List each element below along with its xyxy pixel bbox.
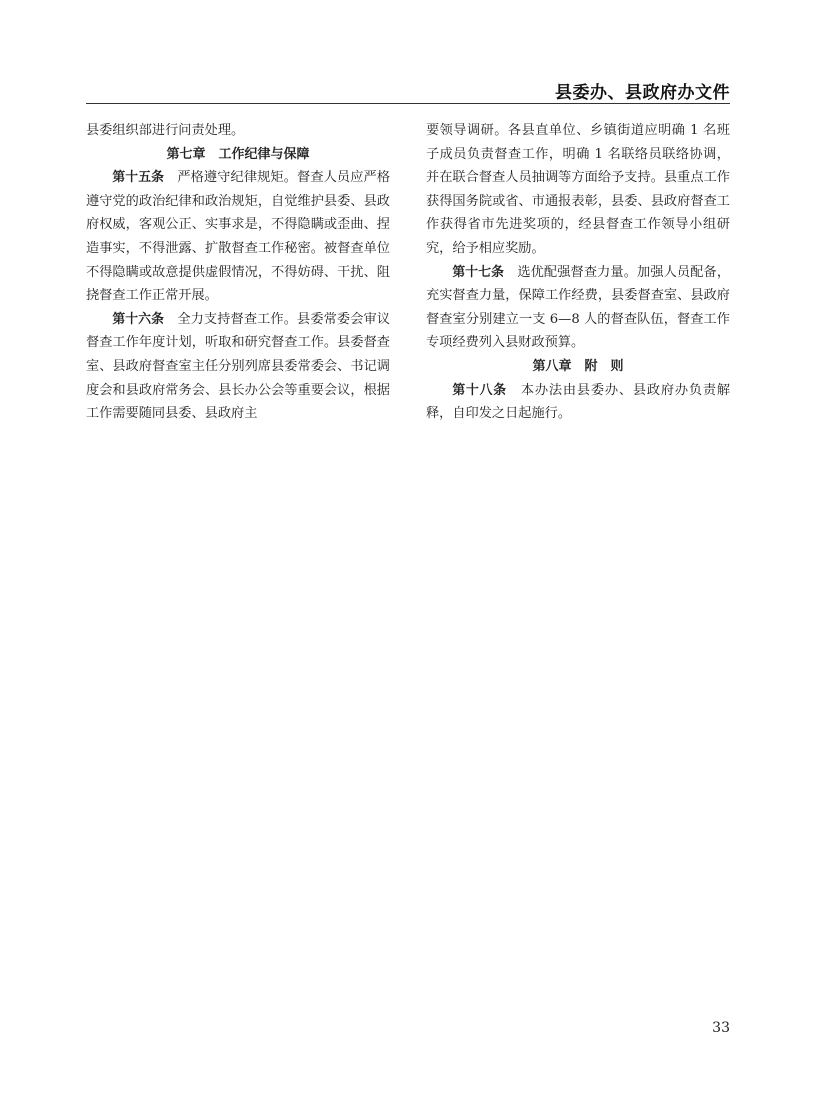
header-title: 县委办、县政府办文件: [555, 83, 730, 103]
continuation-text-right: 要领导调研。各县直单位、乡镇街道应明确 1 名班子成员负责督查工作，明确 1 名联络员联络协调，并在联合督查人员抽调等方面给予支持。县重点工作获得国务院或省、市通报表彰，县委、县政府督查工作获得省市先进奖项的，经县督查工作领导小组研究，给予相应奖励。: [426, 123, 730, 256]
page-number: 33: [712, 1020, 730, 1036]
left-column: [86, 119, 390, 426]
article-18-number: 第十八条: [452, 382, 507, 398]
article-15: [86, 166, 390, 308]
page-header: [86, 76, 730, 104]
article-16-number: 第十六条: [112, 311, 165, 327]
article-16: [86, 308, 390, 426]
article-18: [426, 379, 730, 426]
article-18-text: 本办法由县委办、县政府办负责解释，自印发之日起施行。: [426, 382, 731, 422]
article-17-text: 选优配强督查力量。加强人员配备，充实督查力量，保障工作经费，县委督查室、县政府督查室分别建立一支 6—8 人的督查队伍，督查工作专项经费列入县财政预算。: [426, 264, 731, 351]
right-column: [426, 119, 730, 426]
article-15-number: 第十五条: [112, 170, 165, 186]
chapter-7-heading: 第七章 工作纪律与保障: [166, 146, 310, 162]
article-15-text: 严格遵守纪律规矩。督查人员应严格遵守党的政治纪律和政治规矩，自觉维护县委、县政府权威，客观公正、实事求是，不得隐瞒或歪曲、捏造事实，不得泄露、扩散督查工作秘密。被督查单位不得隐瞒或故意提供虚假情况，不得妨碍、干扰、阻挠督查工作正常开展。: [86, 170, 391, 304]
article-16-text: 全力支持督查工作。县委常委会审议督查工作年度计划，听取和研究督查工作。县委督查室、县政府督查室主任分别列席县委常委会、书记调度会和县政府常务会、县长办公会等重要会议，根据工作需要随同县委、县政府主: [86, 311, 391, 422]
chapter-8-heading: 第八章 附 则: [532, 358, 624, 374]
article-17: [426, 261, 730, 355]
article-17-number: 第十七条: [452, 264, 505, 280]
continuation-text: 县委组织部进行问责处理。: [86, 123, 245, 138]
